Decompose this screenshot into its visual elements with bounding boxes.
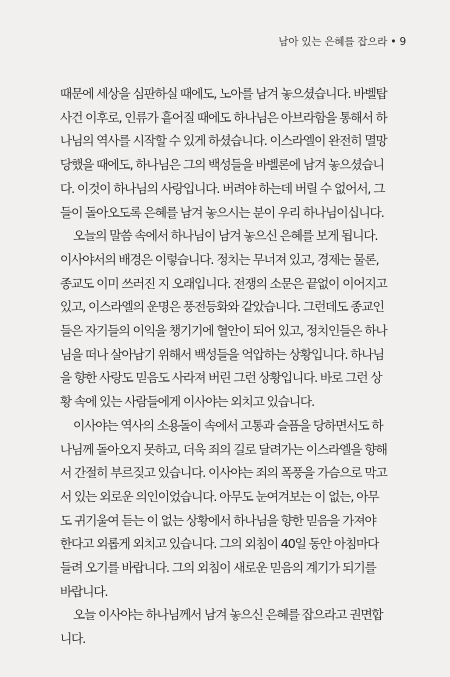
text-line: 종교도 이미 쓰러진 지 오래입니다. 전쟁의 소문은 끝없이 이어지고	[60, 275, 387, 291]
body-text	[60, 82, 412, 651]
text-line: 오늘 이사야는 하나님께서 남겨 놓으신 은혜를 잡으라고 권면합	[73, 607, 383, 623]
running-header: 남아 있는 은혜를 잡으라 • 9	[278, 36, 406, 48]
text-line: 들려 오기를 바랍니다. 그의 외침이 새로운 믿음의 계기가 되기를	[60, 560, 376, 576]
paragraph-2	[60, 224, 412, 414]
text-line: 당했을 때에도, 하나님은 그의 백성들을 바벨론에 남겨 놓으셨습니	[60, 157, 384, 173]
text-line: 이사야서의 배경은 이렇습니다. 정치는 무너져 있고, 경제는 물론,	[60, 251, 379, 267]
text-line: 니다.	[60, 631, 86, 647]
text-line: 바랍니다.	[60, 583, 108, 599]
text-line: 들은 자기들의 이익을 챙기기에 혈안이 되어 있고, 정치인들은 하나	[60, 323, 387, 339]
text-line: 때문에 세상을 심판하실 때에도, 노아를 남겨 놓으셨습니다. 바벨탑	[60, 86, 387, 101]
text-line: 다. 이것이 하나님의 사랑입니다. 버려야 하는데 버릴 수 없어서, 그	[60, 180, 385, 196]
text-line: 나님께 돌아오지 못하고, 더욱 죄의 길로 달려가는 이스라엘을 향해	[60, 441, 387, 457]
text-line: 들이 돌아오도록 은혜를 남겨 놓으시는 분이 우리 하나님이십니다.	[60, 204, 384, 220]
text-line: 있고, 이스라엘의 운명은 풍전등화와 같았습니다. 그런데도 종교인	[60, 299, 384, 315]
text-line: 사건 이후로, 인류가 흩어질 때에도 하나님은 아브라함을 통해서 하	[60, 109, 387, 125]
text-line: 도 귀기울여 듣는 이 없는 상황에서 하나님을 향한 믿음을 가져야	[60, 512, 376, 528]
text-line: 이사야는 역사의 소용돌이 속에서 고통과 슬픔을 당하면서도 하	[73, 417, 383, 433]
text-line: 한다고 외롭게 외치고 있습니다. 그의 외침이 40일 동안 아침마다	[60, 536, 379, 552]
text-line: 서 간절히 부르짖고 있습니다. 이사야는 죄의 폭풍을 가슴으로 막고	[60, 465, 387, 481]
text-line: 님을 떠나 살아남기 위해서 백성들을 억압하는 상황입니다. 하나님	[60, 346, 384, 362]
paragraph-4	[60, 603, 412, 650]
paragraph-3	[60, 414, 412, 604]
text-line: 나님의 역사를 시작할 수 있게 하셨습니다. 이스라엘이 완전히 멸망	[60, 133, 387, 149]
text-line: 서 있는 외로운 의인이었습니다. 아무도 눈여겨보는 이 없는, 아무	[60, 488, 379, 504]
text-line: 오늘의 말씀 속에서 하나님이 남겨 놓으신 은혜를 보게 됩니다.	[73, 228, 378, 244]
text-line: 을 향한 사랑도 믿음도 사라져 버린 그런 상황입니다. 바로 그런 상	[60, 370, 382, 386]
text-line: 황 속에 있는 사람들에게 이사야는 외치고 있습니다.	[60, 394, 315, 410]
paragraph-1	[60, 82, 412, 224]
